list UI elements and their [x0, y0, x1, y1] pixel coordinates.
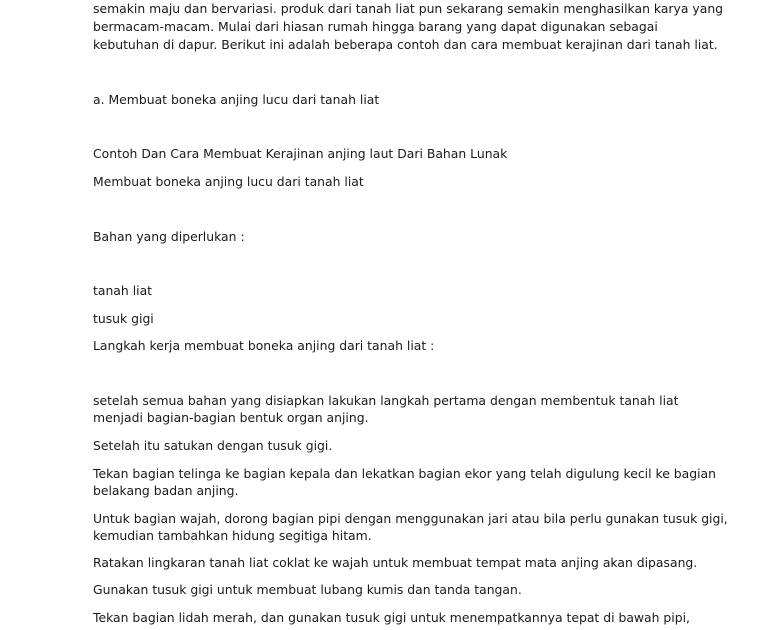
step-3-line-2: belakang badan anjing. — [93, 483, 239, 498]
step-1-line-1: setelah semua bahan yang disiapkan lakukan langkah pertama dengan membentuk tanah liat — [93, 393, 679, 408]
step-4-line-2: kemudian tambahkan hidung segitiga hitam. — [93, 528, 372, 543]
material-item: tanah liat — [93, 283, 153, 298]
steps-heading: Langkah kerja membuat boneka anjing dari tanah liat : — [93, 338, 435, 353]
step-5-line-1: Ratakan lingkaran tanah liat coklat ke wajah untuk membuat tempat mata anjing akan dipasang. — [93, 555, 698, 570]
step-1-line-2: menjadi bagian-bagian bentuk organ anjing. — [93, 410, 369, 425]
materials-heading: Bahan yang diperlukan : — [93, 229, 245, 244]
intro-line-3: kebutuhan di dapur. Berikut ini adalah beberapa contoh dan cara membuat kerajinan dari tanah liat. — [93, 37, 718, 52]
intro-line-1: semakin maju dan bervariasi. produk dari tanah liat pun sekarang semakin menghasilkan karya yang — [93, 1, 724, 16]
step-6-line-1: Gunakan tusuk gigi untuk membuat lubang kumis dan tanda tangan. — [93, 582, 522, 597]
section-a-heading: a. Membuat boneka anjing lucu dari tanah liat — [93, 92, 380, 107]
subtitle-2: Membuat boneka anjing lucu dari tanah liat — [93, 174, 364, 189]
step-4-line-1: Untuk bagian wajah, dorong bagian pipi dengan menggunakan jari atau bila perlu gunakan tusuk gigi, — [93, 511, 728, 526]
step-2-line-1: Setelah itu satukan dengan tusuk gigi. — [93, 438, 333, 453]
subtitle: Contoh Dan Cara Membuat Kerajinan anjing laut Dari Bahan Lunak — [93, 146, 508, 161]
step-3-line-1: Tekan bagian telinga ke bagian kepala dan lekatkan bagian ekor yang telah digulung kecil ke bagian — [93, 466, 716, 481]
material-item: tusuk gigi — [93, 311, 154, 326]
step-7-line-1: Tekan bagian lidah merah, dan gunakan tusuk gigi untuk menempatkannya tepat di bawah pipi, — [93, 610, 690, 625]
intro-line-2: bermacam-macam. Mulai dari hiasan rumah hingga barang yang dapat digunakan sebagai — [93, 19, 658, 34]
